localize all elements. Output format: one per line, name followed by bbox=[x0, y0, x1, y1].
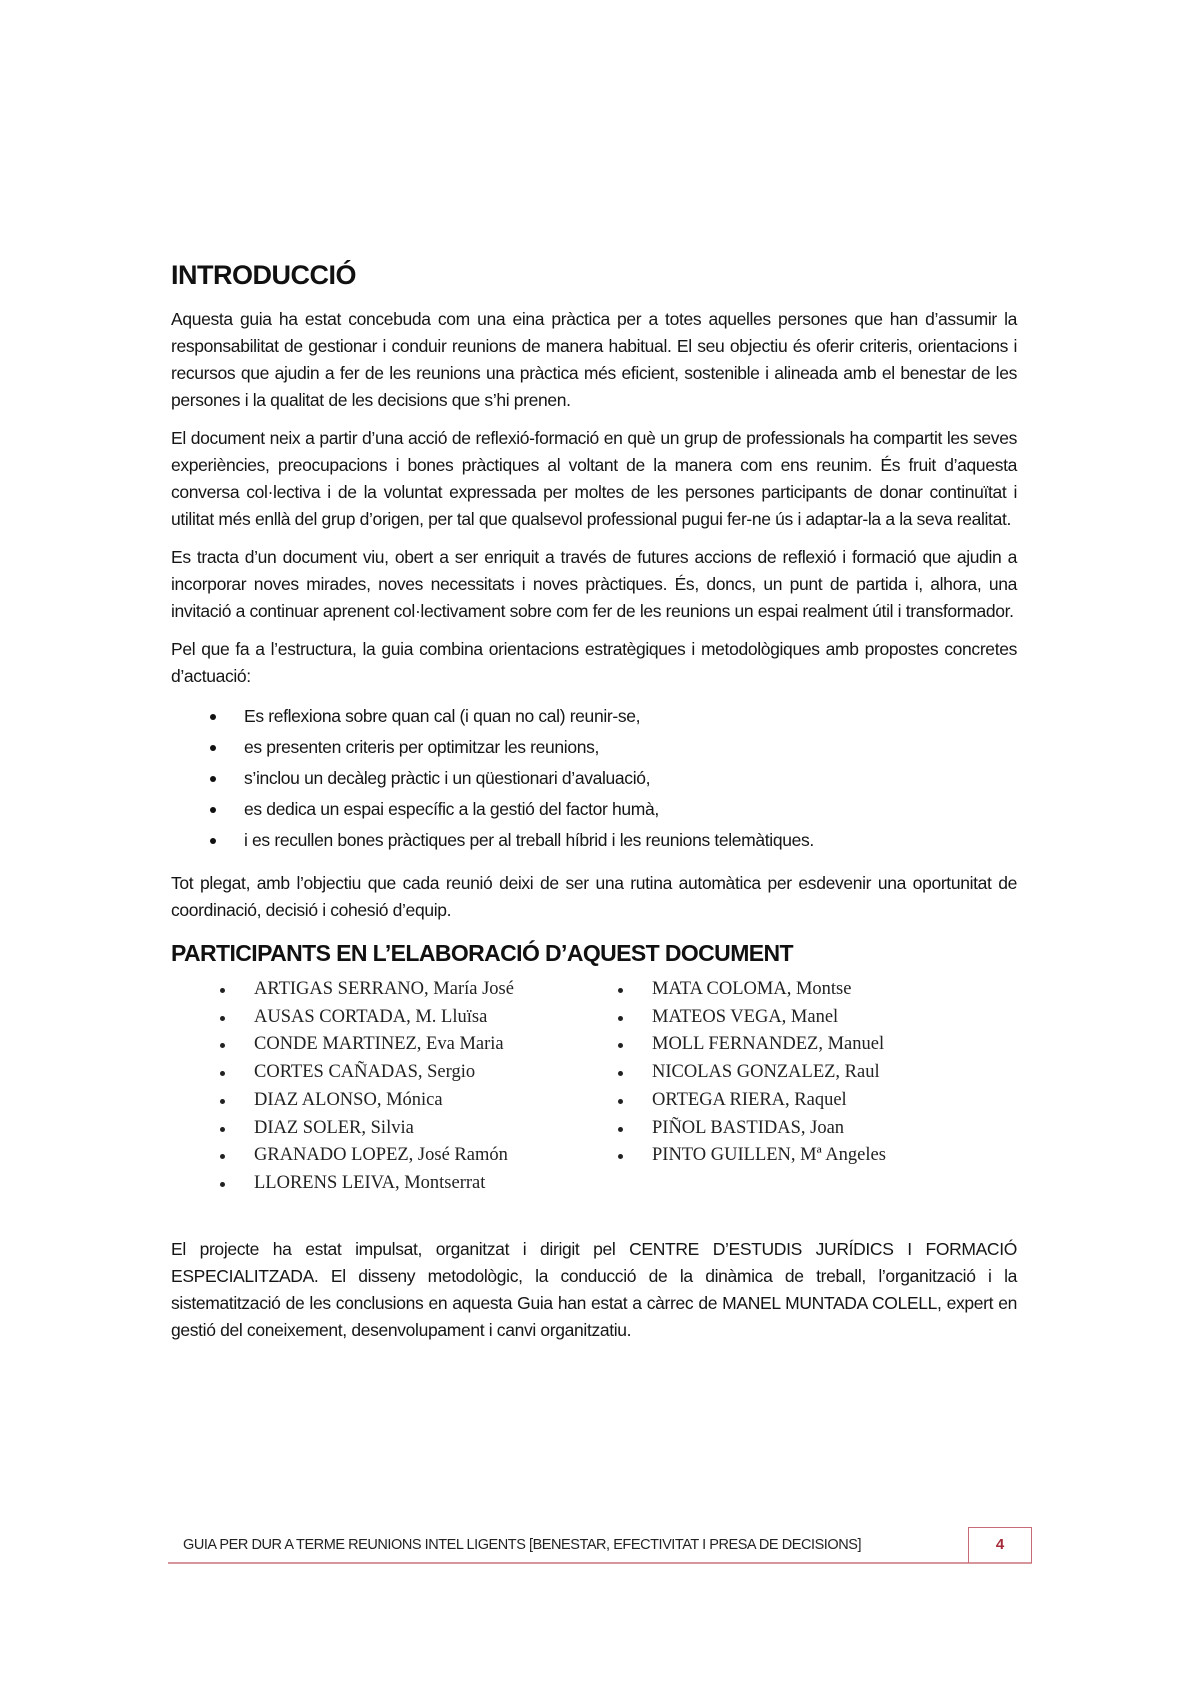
list-item bbox=[171, 732, 1017, 763]
participant-name: MATEOS VEGA, Manel bbox=[652, 1006, 839, 1027]
credits-paragraph: El projecte ha estat impulsat, organitzat i dirigit pel CENTRE D’ESTUDIS JURÍDICS I FORMACIÓ ESPECIALITZADA. El disseny metodològic, la conducció de la dinàmica de treball, l’organització i la sistematització de les conclusions en aquesta Guia han estat a càrrec de MANEL MUNTADA COLELL, expert en gestió del coneixement, desenvolupament i canvi organitzatiu. bbox=[171, 1238, 1017, 1340]
bullet-icon bbox=[220, 1099, 225, 1104]
bullet-icon bbox=[618, 1043, 623, 1048]
intro-paragraph-3: Es tracta d’un document viu, obert a ser enriquit a través de futures accions de reflexió i formació que ajudin a incorporar noves mirades, noves necessitats i noves pràctiques. És, doncs, un punt de partida i, alhora, una invitació a continuar aprenent col·lectivament sobre com fer de les reunions un espai realment útil i transformador. bbox=[171, 547, 1017, 621]
bullet-text: es dedica un espai específic a la gestió del factor humà, bbox=[244, 799, 659, 819]
participant-item bbox=[171, 1031, 599, 1059]
bullet-text: Es reflexiona sobre quan cal (i quan no cal) reunir-se, bbox=[244, 706, 641, 726]
intro-closing-paragraph: Tot plegat, amb l’objectiu que cada reunió deixi de ser una rutina automàtica per esdevenir una oportunitat de coordinació, decisió i cohesió d’equip. bbox=[171, 873, 1017, 920]
participant-name: LLORENS LEIVA, Montserrat bbox=[254, 1172, 486, 1193]
bullet-icon bbox=[220, 1182, 225, 1187]
intro-paragraph-2: El document neix a partir d’una acció de reflexió-formació en què un grup de professionals ha compartit les seves experiències, preocupacions i bones pràctiques al voltant de la manera com ens reunim. És fruit d’aquesta conversa col·lectiva i de la voluntat expressada per moltes de les persones participants de donar continuïtat i utilitat més enllà del grup d’origen, per tal que qualsevol professional pugui fer-ne ús i adaptar-la a la seva realitat. bbox=[171, 428, 1017, 529]
participants-list bbox=[171, 976, 1017, 1198]
participant-name: GRANADO LOPEZ, José Ramón bbox=[254, 1145, 508, 1166]
participants-heading: PARTICIPANTS EN L’ELABORACIÓ D’AQUEST DOCUMENT bbox=[171, 940, 793, 966]
bullet-icon bbox=[220, 988, 225, 993]
bullet-icon bbox=[618, 1154, 623, 1159]
list-item bbox=[171, 794, 1017, 825]
participant-item bbox=[599, 1087, 886, 1115]
bullet-icon bbox=[220, 1154, 225, 1159]
participant-name: NICOLAS GONZALEZ, Raul bbox=[652, 1062, 880, 1083]
bullet-icon bbox=[618, 988, 623, 993]
footer-document-title: GUIA PER DUR A TERME REUNIONS INTEL LIGENTS [BENESTAR, EFECTIVITAT I PRESA DE DECISIONS] bbox=[183, 1537, 862, 1553]
bullet-icon bbox=[210, 807, 216, 813]
intro-paragraph-4: Pel que fa a l’estructura, la guia combina orientacions estratègiques i metodològiques amb propostes concretes d’actuació: bbox=[171, 639, 1017, 686]
participant-item bbox=[171, 1142, 599, 1170]
participant-item bbox=[599, 1004, 886, 1032]
intro-paragraph-1: Aquesta guia ha estat concebuda com una eina pràctica per a totes aquelles persones que han d’assumir la responsabilitat de gestionar i conduir reunions de manera habitual. El seu objectiu és oferir criteris, orientacions i recursos que ajudin a fer de les reunions una pràctica més eficient, sostenible i alineada amb el benestar de les persones i la qualitat de les decisions que s’hi prenen. bbox=[171, 309, 1017, 410]
bullet-icon bbox=[210, 838, 216, 844]
participant-item bbox=[171, 1059, 599, 1087]
participant-name: PIÑOL BASTIDAS, Joan bbox=[652, 1117, 845, 1138]
participant-name: ARTIGAS SERRANO, María José bbox=[254, 979, 514, 999]
bullet-text: i es recullen bones pràctiques per al treball híbrid i les reunions telemàtiques. bbox=[244, 830, 814, 850]
bullet-icon bbox=[618, 1071, 623, 1076]
bullet-icon bbox=[220, 1071, 225, 1076]
bullet-icon bbox=[210, 745, 216, 751]
participant-name: DIAZ SOLER, Silvia bbox=[254, 1117, 414, 1138]
introduction-heading: INTRODUCCIÓ bbox=[171, 260, 356, 290]
participant-name: MATA COLOMA, Montse bbox=[652, 979, 852, 999]
bullet-icon bbox=[210, 776, 216, 782]
list-item bbox=[171, 763, 1017, 794]
participant-name: DIAZ ALONSO, Mónica bbox=[254, 1089, 443, 1110]
participant-name: CORTES CAÑADAS, Sergio bbox=[254, 1062, 476, 1083]
bullet-icon bbox=[220, 1016, 225, 1021]
page-footer bbox=[168, 1528, 1032, 1564]
bullet-icon bbox=[220, 1127, 225, 1132]
bullet-icon bbox=[220, 1043, 225, 1048]
bullet-icon bbox=[618, 1127, 623, 1132]
participant-item bbox=[599, 1059, 886, 1087]
page-number-box bbox=[968, 1527, 1032, 1563]
participant-name: ORTEGA RIERA, Raquel bbox=[652, 1089, 847, 1110]
participant-item bbox=[171, 1087, 599, 1115]
participant-item bbox=[171, 976, 599, 1004]
participant-item bbox=[599, 976, 886, 1004]
participant-item bbox=[171, 1115, 599, 1143]
participant-name: CONDE MARTINEZ, Eva Maria bbox=[254, 1034, 504, 1055]
participant-item bbox=[599, 1115, 886, 1143]
page-content bbox=[171, 258, 1017, 1355]
participant-item bbox=[171, 1004, 599, 1032]
structure-bullet-list bbox=[171, 701, 1017, 856]
bullet-icon bbox=[618, 1099, 623, 1104]
participants-left-column bbox=[171, 976, 599, 1198]
list-item bbox=[171, 701, 1017, 732]
participant-name: MOLL FERNANDEZ, Manuel bbox=[652, 1034, 885, 1055]
participant-name: AUSAS CORTADA, M. Lluïsa bbox=[254, 1006, 488, 1027]
bullet-text: es presenten criteris per optimitzar les reunions, bbox=[244, 737, 600, 757]
page-number: 4 bbox=[995, 1536, 1005, 1553]
participants-right-column bbox=[599, 976, 886, 1198]
participant-name: PINTO GUILLEN, Mª Angeles bbox=[652, 1145, 886, 1166]
bullet-icon bbox=[210, 714, 216, 720]
bullet-text: s’inclou un decàleg pràctic i un qüestionari d’avaluació, bbox=[244, 768, 651, 788]
participant-item bbox=[599, 1031, 886, 1059]
participant-item bbox=[599, 1142, 886, 1170]
participant-item bbox=[171, 1170, 599, 1198]
list-item bbox=[171, 825, 1017, 856]
bullet-icon bbox=[618, 1016, 623, 1021]
